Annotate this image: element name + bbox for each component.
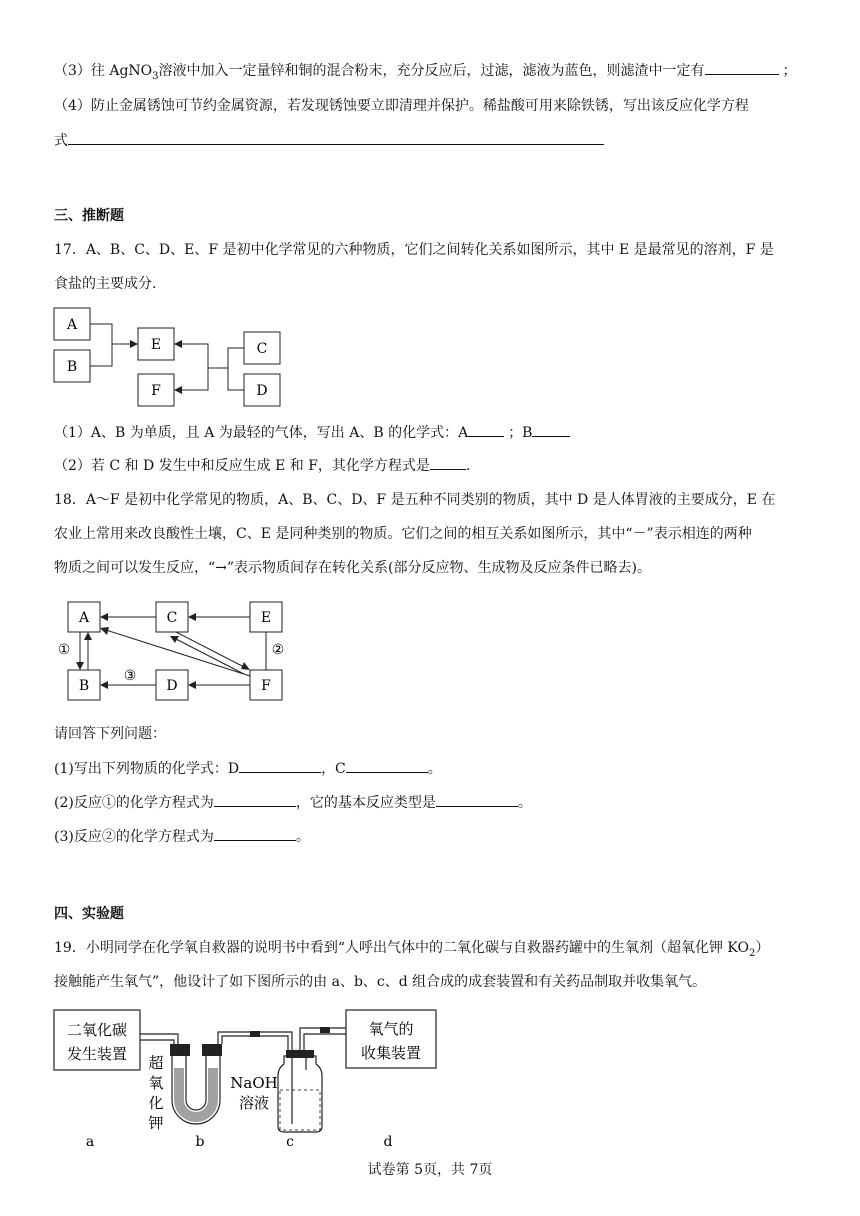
text: (3)反应②的化学方程式为 [54, 829, 214, 845]
q18-part3 [54, 826, 310, 847]
text: 。 [517, 795, 532, 811]
connector [250, 1031, 260, 1037]
answer-blank[interactable] [214, 792, 296, 807]
text: 。 [427, 761, 442, 777]
label-b: B [78, 678, 90, 694]
q18-part1 [54, 758, 442, 779]
text: ） [755, 940, 770, 956]
arrow-c-f [176, 632, 246, 668]
q17-part2 [54, 455, 470, 476]
q19-apparatus [50, 1004, 450, 1152]
arrowhead [100, 627, 109, 635]
section-title: 三、推断题 [54, 208, 124, 224]
text: 。 [295, 829, 310, 845]
letter-a: a [85, 1134, 95, 1150]
q19-stem-line1 [54, 938, 769, 964]
connector [320, 1027, 330, 1033]
label-b: B [66, 359, 78, 375]
arrow-to-f [180, 368, 208, 390]
text: ，C [321, 761, 346, 777]
text: 溶液中加入一定量锌和铜的混合粉末，充分反应后，过滤，滤液为蓝色，则滤渣中一定有 [158, 63, 705, 79]
collector-label-1: 氧气的 [368, 1020, 414, 1038]
arrowhead [100, 681, 108, 689]
q17-stem-line2: 食盐的主要成分. [54, 276, 157, 292]
label-c: C [166, 610, 178, 626]
label-e: E [260, 610, 272, 626]
arrowhead [188, 613, 196, 621]
q18-stem-line1: 18．A～F 是初中化学常见的物质，A、B、C、D、F 是五种不同类别的物质，其中 D 是人体胃液的主要成分，E 在 [54, 492, 776, 508]
q17-part1 [54, 422, 570, 443]
answer-blank[interactable] [239, 758, 321, 773]
q16-part3 [54, 60, 797, 87]
answer-blank[interactable] [532, 422, 570, 437]
arrowhead [130, 340, 138, 348]
page-footer: 试卷第 5页，共 7页 [367, 1162, 493, 1178]
q16-part4-line1: （4）防止金属锈蚀可节约金属资源，若发现锈蚀要立即清理并保护。稀盐酸可用来除铁锈，写出该反应化学方程 [54, 98, 749, 114]
arrowhead [188, 681, 196, 689]
arrowhead [76, 662, 84, 670]
stopper [202, 1044, 222, 1056]
label-a: A [66, 317, 78, 333]
label-f: F [261, 678, 271, 694]
text: ；B [508, 425, 533, 441]
answer-blank[interactable] [430, 455, 466, 470]
label-d: D [166, 678, 178, 694]
q18-stem-line2: 农业上常用来改良酸性土壤，C、E 是同种类别的物质。它们之间的相互关系如图所示，其中“－”表示相连的两种 [54, 526, 752, 542]
text: . [465, 458, 471, 474]
answer-blank[interactable] [214, 826, 296, 841]
text: 式 [54, 133, 68, 149]
reagent-char: 超 [148, 1054, 164, 1072]
collector-label-2: 收集装置 [360, 1044, 422, 1062]
subscript: 2 [748, 947, 756, 959]
q18-stem-line3: 物质之间可以发生反应，“→”表示物质间存在转化关系(部分反应物、生成物及反应条件已略去)。 [54, 560, 651, 576]
label-a: A [78, 610, 90, 626]
arrowhead [241, 662, 250, 670]
reagent-char: 氧 [148, 1074, 164, 1092]
subscript: 3 [152, 70, 159, 82]
stopper [286, 1050, 314, 1058]
label-e: E [150, 337, 162, 353]
q19-stem-line2: 接触能产生氧气”，他设计了如下图所示的由 a、b、c、d 组合成的成套装置和有关药品制取并收集氧气。 [54, 974, 707, 990]
reagent-char: 钾 [148, 1114, 164, 1132]
connector-ab [90, 324, 112, 366]
text: 19．小明同学在化学氧自救器的说明书中看到“人呼出气体中的二氧化碳与自救器药罐中的生氧剂（超氧化钾 KO [54, 940, 749, 956]
text: (1)写出下列物质的化学式：D [54, 761, 240, 777]
answer-blank[interactable] [705, 60, 779, 75]
reaction-label-2: ② [271, 642, 285, 658]
label-f: F [151, 383, 161, 399]
letter-c: c [286, 1134, 294, 1150]
reagent-fill [174, 1068, 218, 1122]
reaction-label-3: ③ [123, 668, 137, 684]
connector-cd [228, 348, 244, 390]
reaction-label-1: ① [57, 642, 71, 658]
text: (2)反应①的化学方程式为 [54, 795, 214, 811]
text: （1）A、B 为单质，且 A 为最轻的气体，写出 A、B 的化学式：A [54, 425, 469, 441]
answer-blank[interactable] [346, 758, 428, 773]
naoh-label-1: NaOH [230, 1074, 278, 1092]
q17-diagram [48, 302, 288, 414]
label-d: D [256, 383, 268, 399]
generator-label-2: 发生装置 [66, 1045, 128, 1063]
generator-label-1: 二氧化碳 [66, 1021, 128, 1039]
reagent-char: 化 [148, 1094, 164, 1112]
answer-blank[interactable] [436, 792, 518, 807]
text: （2）若 C 和 D 发生中和反应生成 E 和 F，其化学方程式是 [54, 458, 430, 474]
section-title: 四、实验题 [54, 906, 124, 922]
arrowhead [174, 386, 182, 394]
tube-a-b [140, 1034, 178, 1044]
answer-blank[interactable] [68, 130, 604, 145]
q18-prompt: 请回答下列问题： [54, 726, 166, 742]
arrowhead [174, 340, 182, 348]
stopper [170, 1044, 190, 1056]
text: ，它的基本反应类型是 [295, 795, 436, 811]
q16-part4-line2 [54, 130, 604, 151]
arrow-to-e [180, 344, 208, 368]
arrowhead [84, 632, 92, 640]
letter-d: d [383, 1134, 393, 1150]
arrow-f-c [174, 638, 244, 674]
letter-b: b [195, 1134, 205, 1150]
arrowhead [100, 613, 108, 621]
text: ； [782, 63, 797, 79]
naoh-liquid [280, 1090, 320, 1130]
q17-stem-line1: 17．A、B、C、D、E、F 是初中化学常见的六种物质，它们之间转化关系如图所示，其中 E 是最常见的溶剂，F 是 [54, 242, 774, 258]
answer-blank[interactable] [468, 422, 504, 437]
q18-part2 [54, 792, 532, 813]
wash-bottle [278, 1056, 322, 1132]
label-c: C [256, 341, 268, 357]
q18-diagram [54, 596, 290, 706]
text: （3）往 AgNO [54, 63, 153, 79]
naoh-label-2: 溶液 [238, 1094, 270, 1112]
